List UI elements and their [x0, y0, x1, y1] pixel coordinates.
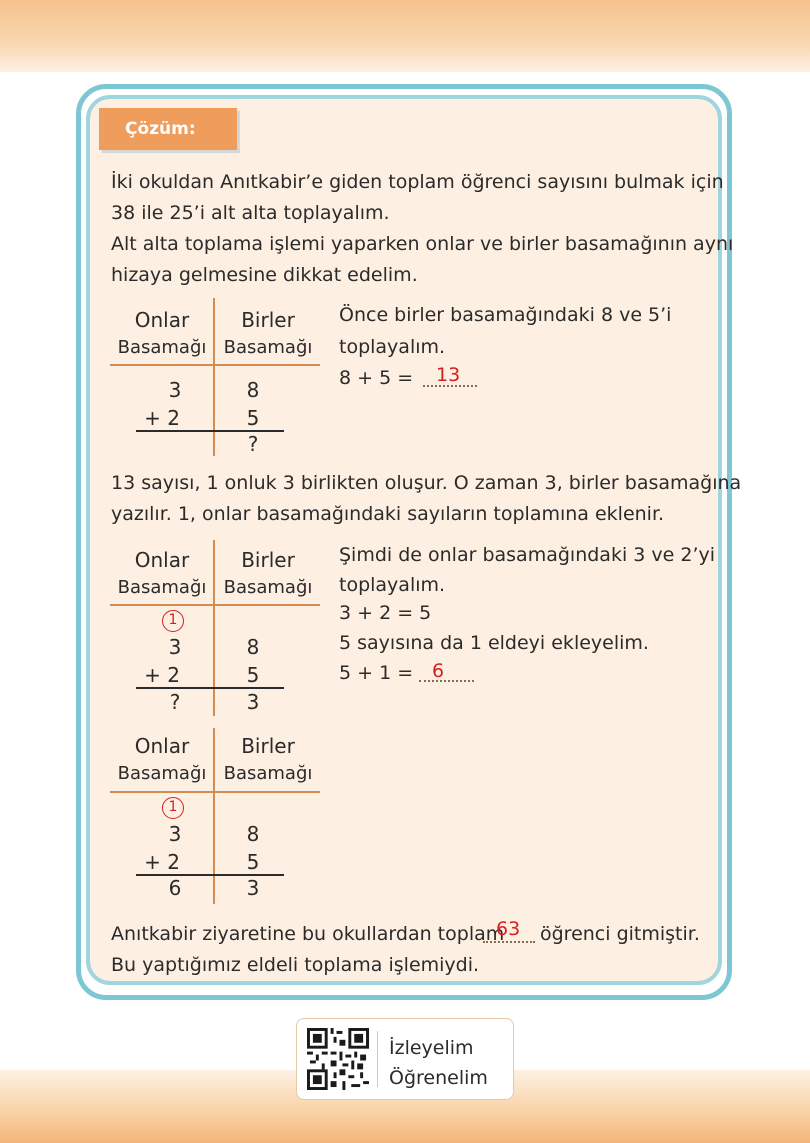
answer-blank-2 [419, 680, 474, 682]
tens-header-line2: Basamağı [117, 763, 207, 784]
step1-line-1: Önce birler basamağındaki 8 ve 5’i [339, 304, 672, 326]
header-rule [110, 364, 320, 366]
ones-digit-1: 8 [246, 635, 260, 659]
conclusion-line-2: Bu yaptığımız eldeli toplama işlemiydi. [111, 954, 480, 976]
tens-digit-2: + 2 [144, 406, 180, 430]
sum-line [136, 687, 284, 689]
answer-blank-3 [483, 941, 535, 943]
ones-header-line2: Basamağı [223, 763, 313, 784]
result-tens: 6 [168, 876, 182, 900]
carry-circle: 1 [162, 797, 184, 819]
tens-digit-1: 3 [168, 822, 182, 846]
step2-answer: 6 [432, 660, 445, 682]
qr-label-learn: Öğrenelim [389, 1067, 488, 1089]
header-rule [110, 604, 320, 606]
step1-line-2: toplayalım. [339, 336, 446, 358]
place-value-table-2 [110, 540, 320, 718]
ones-digit-1: 8 [246, 822, 260, 846]
ones-digit-2: 5 [246, 406, 260, 430]
tens-header-line2: Basamağı [117, 337, 207, 358]
column-divider [213, 298, 215, 456]
tens-digit-2: + 2 [144, 850, 180, 874]
column-divider [213, 728, 215, 904]
solution-label: Çözüm: [99, 108, 237, 150]
ones-header-line1: Birler [241, 548, 295, 572]
ones-digit-2: 5 [246, 663, 260, 687]
header-rule [110, 791, 320, 793]
step2-line-1: Şimdi de onlar basamağındaki 3 ve 2’yi [339, 544, 716, 566]
step2-equation: 5 + 1 = [339, 662, 414, 684]
ones-header-line1: Birler [241, 734, 295, 758]
step2-line-4: 5 sayısına da 1 eldeyi ekleyelim. [339, 632, 649, 654]
intro-line-2: 38 ile 25’i alt alta toplayalım. [111, 202, 390, 224]
column-divider [213, 540, 215, 716]
ones-digit-2: 5 [246, 850, 260, 874]
ones-header-line2: Basamağı [223, 337, 313, 358]
tens-digit-1: 3 [168, 635, 182, 659]
tens-digit-1: 3 [168, 378, 182, 402]
qr-panel[interactable] [296, 1018, 514, 1100]
step2-line-2: toplayalım. [339, 574, 446, 596]
intro-line-3: Alt alta toplama işlemi yaparken onlar ve birler basamağının aynı [111, 233, 734, 255]
step1-equation: 8 + 5 = [339, 367, 414, 389]
step2-line-3: 3 + 2 = 5 [339, 602, 432, 624]
tens-digit-2: + 2 [144, 663, 180, 687]
qr-label-watch: İzleyelim [389, 1037, 474, 1059]
tens-header-line1: Onlar [134, 308, 190, 332]
middle-line-2: yazılır. 1, onlar basamağındaki sayıların toplamına eklenir. [111, 503, 665, 525]
intro-line-4: hizaya gelmesine dikkat edelim. [111, 264, 418, 286]
place-value-table-3 [110, 728, 320, 906]
result-tens: ? [169, 690, 181, 714]
tens-header-line1: Onlar [134, 734, 190, 758]
step1-answer: 13 [436, 364, 461, 386]
qr-code-icon[interactable] [307, 1028, 369, 1090]
qr-divider [377, 1031, 378, 1087]
ones-digit-1: 8 [246, 378, 260, 402]
middle-line-1: 13 sayısı, 1 onluk 3 birlikten oluşur. O zaman 3, birler basamağına [111, 472, 742, 494]
ones-header-line2: Basamağı [223, 577, 313, 598]
conclusion-after: öğrenci gitmiştir. [540, 923, 700, 945]
intro-line-1: İki okuldan Anıtkabir’e giden toplam öğrenci sayısını bulmak için [111, 171, 724, 193]
tens-header-line1: Onlar [134, 548, 190, 572]
result-ones: 3 [246, 876, 260, 900]
place-value-table-1 [110, 298, 320, 458]
carry-circle: 1 [162, 610, 184, 632]
result-ones: ? [247, 432, 259, 456]
conclusion-before: Anıtkabir ziyaretine bu okullardan toplam [111, 923, 505, 945]
result-ones: 3 [246, 690, 260, 714]
tens-header-line2: Basamağı [117, 577, 207, 598]
conclusion-answer: 63 [496, 918, 521, 940]
top-decor-band [0, 0, 810, 72]
ones-header-line1: Birler [241, 308, 295, 332]
